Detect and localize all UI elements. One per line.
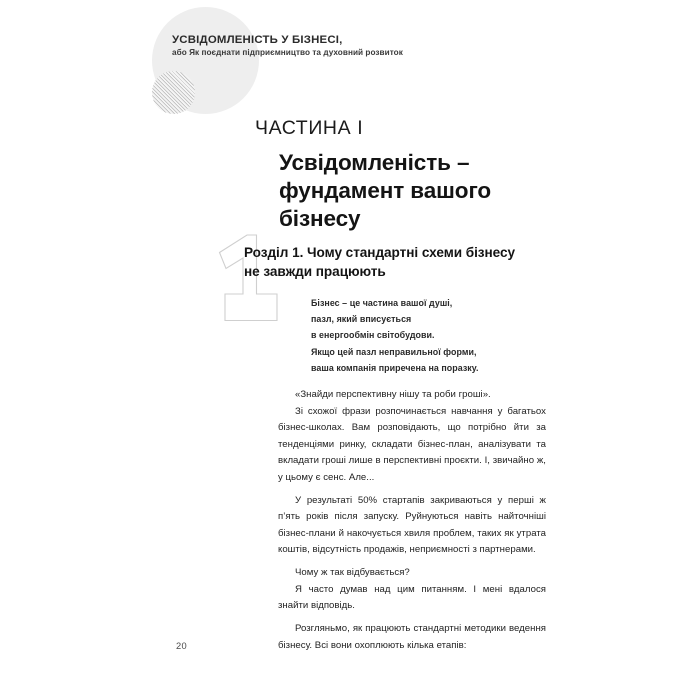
epigraph-line: Бізнес – це частина вашої душі,	[311, 298, 453, 308]
page-number: 20	[176, 641, 187, 651]
body-paragraph: У результаті 50% стартапів закриваються у перші ж п’ять років після запуску. Руйнуються навіть найточніші бізнес-плани й накочується хвиля проблем, таких як утрата коштів, відсутність продажів, неприємності з партнерами.	[278, 494, 546, 555]
running-head-title: УСВІДОМЛЕНІСТЬ У БІЗНЕСІ,	[172, 34, 343, 46]
part-label: ЧАСТИНА I	[255, 117, 364, 139]
body-paragraph: «Знайди перспективну нішу та роби гроші».	[295, 389, 491, 400]
epigraph-line: Якщо цей пазл неправильної форми,	[311, 346, 477, 357]
epigraph-line: в енергообмін світобудови.	[311, 330, 435, 341]
epigraph-line: ваша компанія приречена на поразку.	[311, 362, 479, 373]
body-paragraph: Зі схожої фрази розпочинається навчання у багатьох бізнес-школах. Вам розповідають, що потрібно йти за тенденціями ринку, складати бізнес-план, аналізувати та вкладати гроші лише в перспективні проєкти. І, звичайно ж, у цьому є сенс. Але...	[278, 405, 546, 483]
body-paragraph: Чому ж так відбувається?	[295, 567, 410, 578]
epigraph	[311, 295, 551, 376]
hatched-circle-icon	[152, 71, 195, 114]
running-head	[172, 33, 592, 59]
body-text	[278, 387, 546, 654]
chapter-heading: Розділ 1. Чому стандартні схеми бізнесу не завжди працюють	[244, 245, 516, 280]
running-head-subtitle: або Як поєднати підприємництво та духовний розвиток	[172, 48, 403, 58]
part-title: Усвідомленість – фундамент вашого бізнесу	[279, 150, 492, 231]
body-paragraph: Я часто думав над цим питанням. І мені вдалося знайти відповідь.	[278, 583, 546, 611]
part-block	[255, 118, 555, 232]
epigraph-line: пазл, який вписується	[311, 314, 412, 325]
body-paragraph: Розгляньмо, як працюють стандартні методики ведення бізнесу. Всі вони охоплюють кілька етапів:	[278, 623, 546, 651]
